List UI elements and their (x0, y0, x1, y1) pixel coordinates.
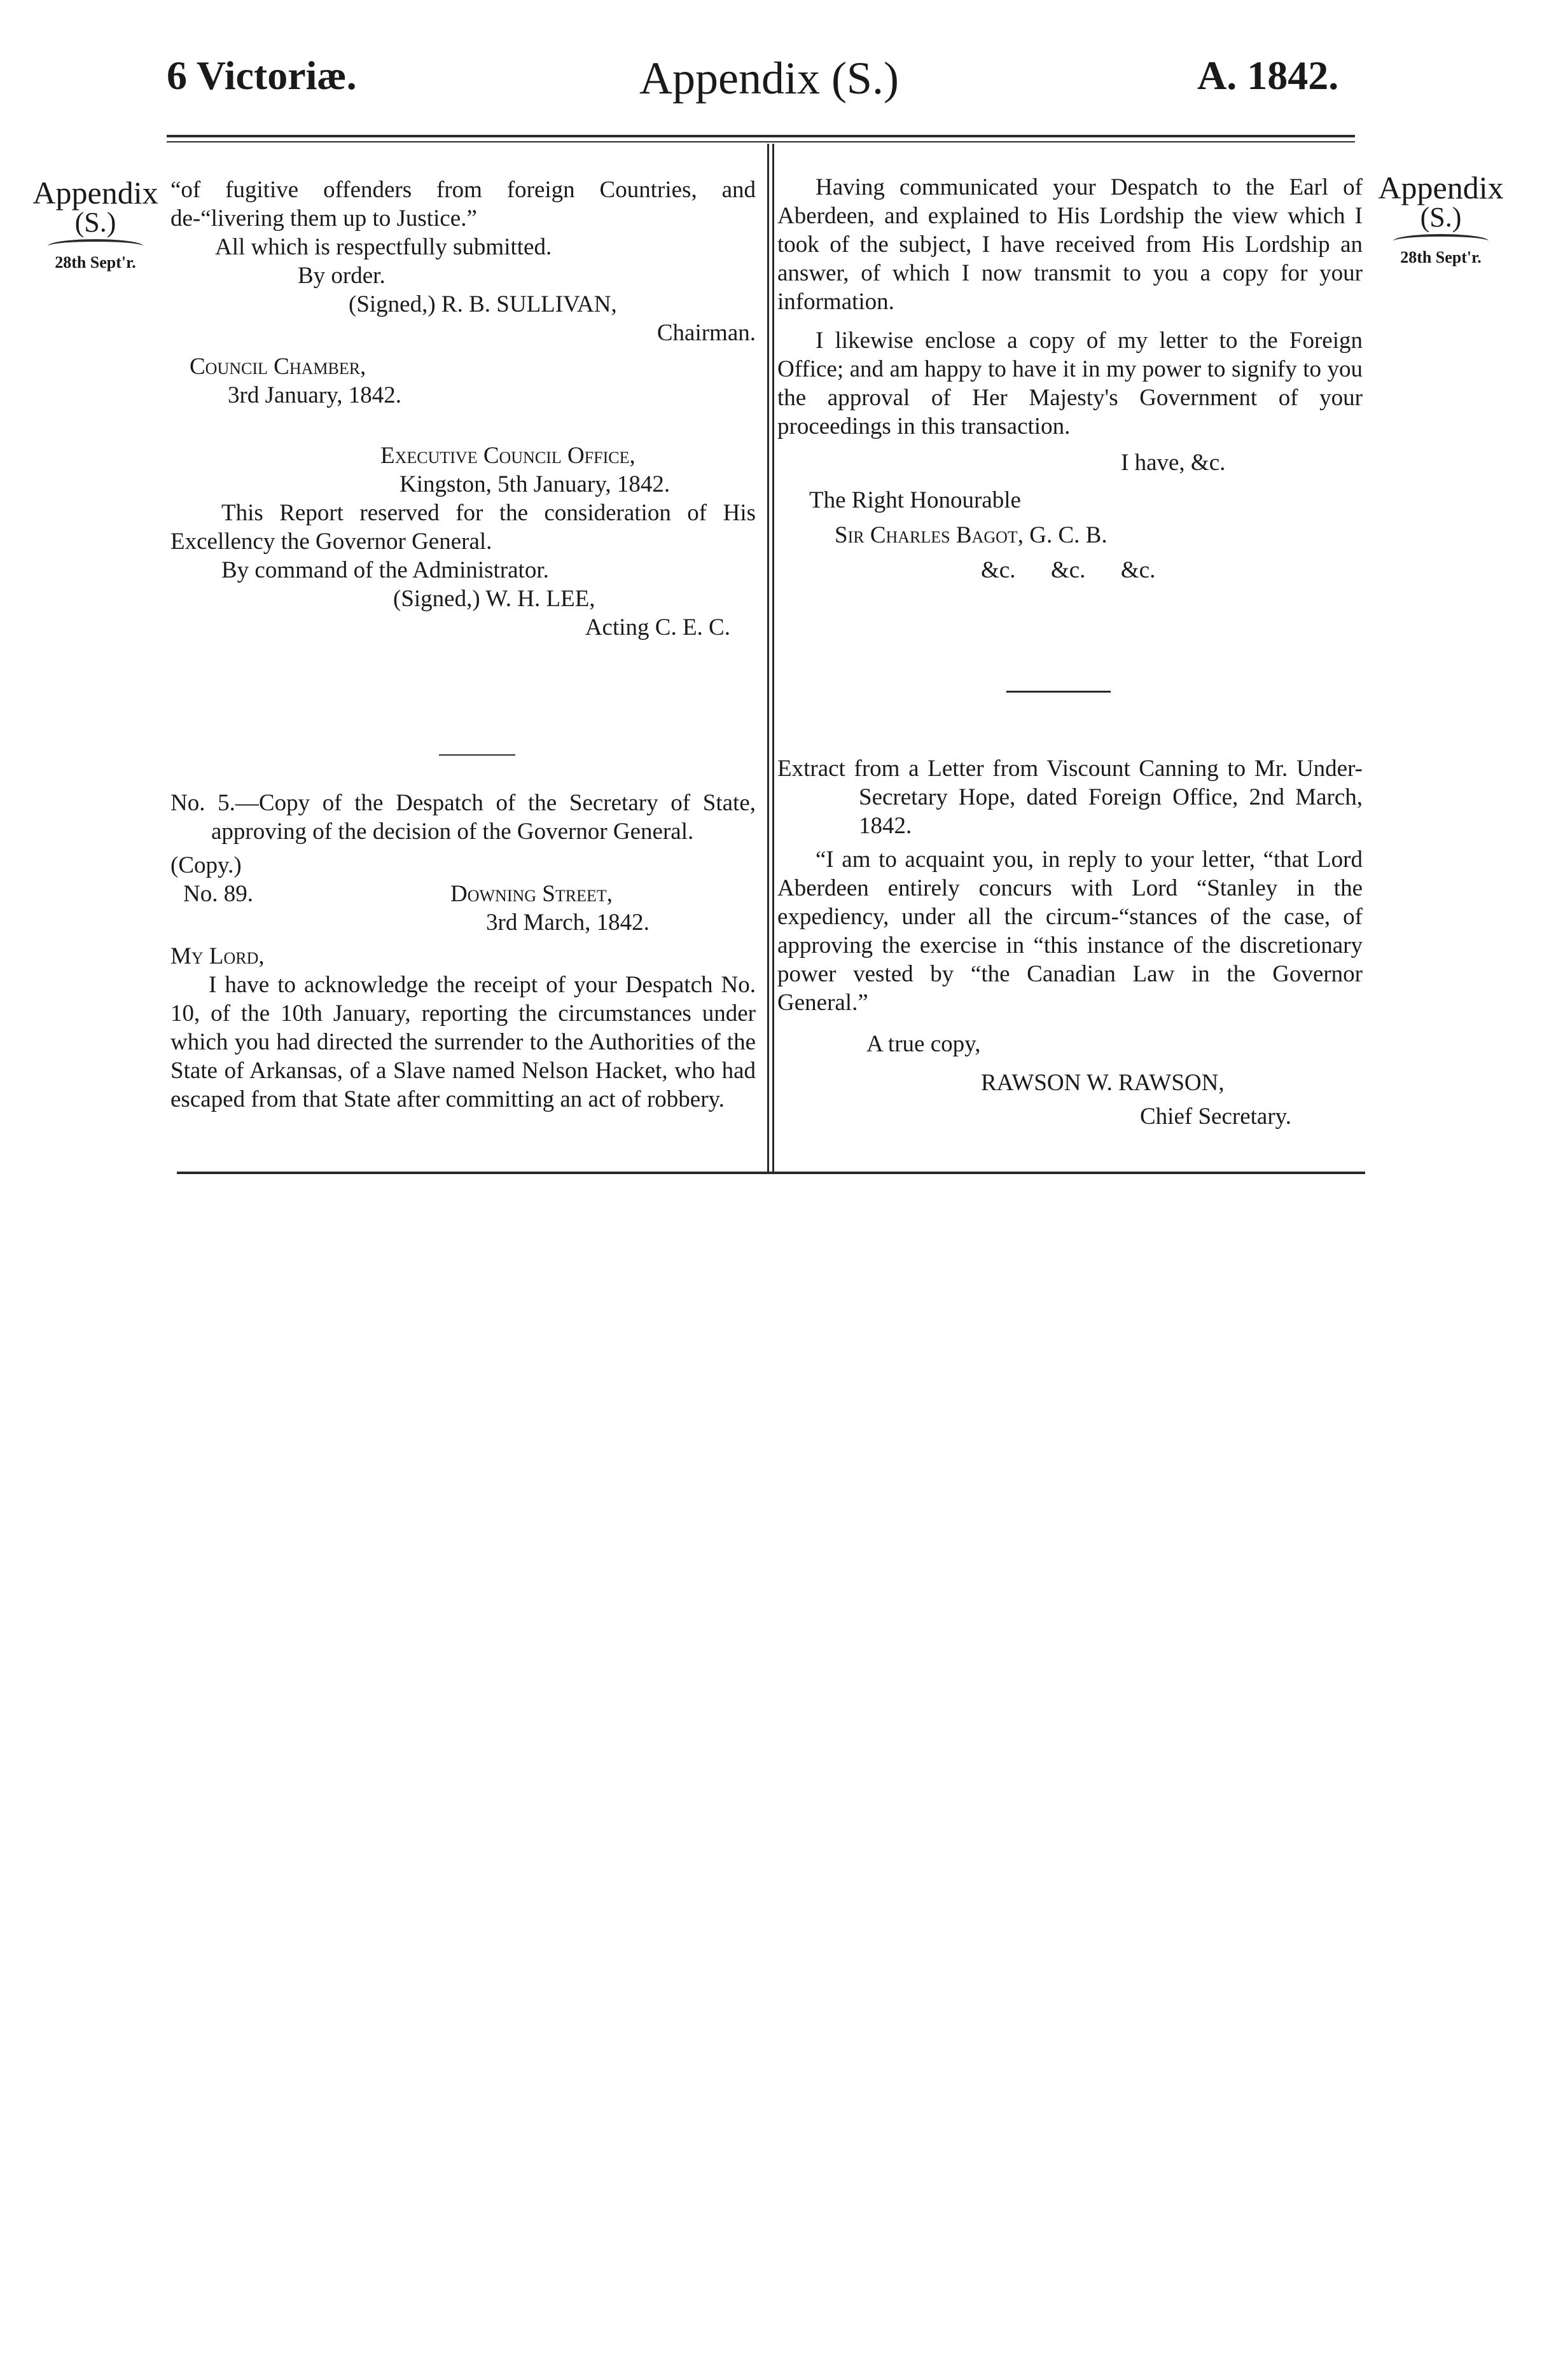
extract-title: Extract from a Letter from Viscount Canning to Mr. Under-Secretary Hope, dated Foreign Office, 2nd March, 1842. (777, 756, 1363, 839)
respectfully-submitted: All which is respectfully submitted. (215, 234, 552, 260)
separator-rule (439, 754, 515, 756)
rawson-signature: RAWSON W. RAWSON, (981, 1070, 1225, 1096)
council-date: 3rd January, 1842. (228, 382, 401, 408)
by-command: By command of the Administrator. (221, 557, 549, 583)
despatch-body: I have to acknowledge the receipt of your Despatch No. 10, of the 10th January, reporting the circumstances under which you had directed the surrender to the Authorities of the State of Arkansas, of a Slave named Nelson Hacket, who had escaped from that State after committing an act of robbery. (170, 972, 756, 1112)
margin-brace (1393, 234, 1489, 248)
header-appendix-title: Appendix (S.) (639, 53, 899, 104)
paragraph-enclose: I likewise enclose a copy of my letter to the Foreign Office; and am happy to have it in my power to signify to you the approval of Her Majesty's Government of your proceedings in this transaction. (777, 328, 1363, 439)
right-honourable: The Right Honourable (809, 487, 1021, 513)
margin-note-right (1368, 172, 1514, 267)
margin-note-left (25, 177, 165, 272)
executive-council-office: Executive Council Office, (380, 443, 636, 469)
right-column-extract (777, 754, 1363, 1131)
signed-sullivan: (Signed,) R. B. SULLIVAN, (349, 291, 617, 317)
council-chamber: Council Chamber, (190, 354, 366, 380)
margin-brace (48, 239, 143, 253)
header-rule-bottom (167, 141, 1355, 142)
etcetera: &c. &c. &c. (981, 557, 1156, 583)
column-divider-left (767, 144, 769, 1173)
left-column-despatch (170, 789, 756, 1114)
my-lord-salutation: My Lord, (170, 943, 265, 969)
margin-note-sub: (S.) (1420, 202, 1462, 233)
downing-date: 3rd March, 1842. (486, 910, 649, 936)
report-reserved: This Report reserved for the consideration of His Excellency the Governor General. (170, 500, 756, 555)
margin-note-sub: (S.) (74, 207, 116, 238)
despatch-no5-title: No. 5.—Copy of the Despatch of the Secretary of State, approving of the decision of the Governor General. (170, 790, 756, 845)
separator-rule (1006, 691, 1111, 693)
footer-rule (177, 1172, 1365, 1174)
left-column (170, 176, 756, 642)
by-order: By order. (298, 263, 386, 289)
margin-note-title: Appendix (1378, 170, 1504, 205)
right-column (777, 173, 1363, 585)
despatch-number: No. 89. (183, 881, 253, 907)
margin-note-date: 28th Sept'r. (55, 253, 136, 272)
header-regnal-year: 6 Victoriæ. (167, 53, 357, 98)
margin-note-date: 28th Sept'r. (1400, 248, 1482, 266)
executive-date: Kingston, 5th January, 1842. (399, 471, 670, 497)
column-divider-right (772, 144, 774, 1173)
header-session-year: A. 1842. (1197, 53, 1339, 98)
header-rule-top (167, 135, 1355, 137)
sir-charles-bagot: Sir Charles Bagot, G. C. B. (835, 522, 1108, 548)
chief-secretary: Chief Secretary. (1140, 1104, 1291, 1130)
paragraph-communicated: Having communicated your Despatch to the Earl of Aberdeen, and explained to His Lordship the view which I took of the subject, I have received from His Lordship an answer, of which I now transmit to you a copy for your information. (777, 174, 1363, 315)
margin-note-title: Appendix (32, 175, 158, 211)
true-copy: A true copy, (866, 1031, 981, 1057)
acting-title: Acting C. E. C. (585, 614, 730, 640)
copy-label: (Copy.) (170, 852, 242, 878)
chairman-title: Chairman. (656, 320, 756, 346)
quote-ending: “of fugitive offenders from foreign Countries, and de-“livering them up to Justice.” (170, 177, 756, 232)
signed-lee: (Signed,) W. H. LEE, (393, 586, 595, 612)
i-have-closing: I have, &c. (1121, 450, 1226, 476)
downing-street: Downing Street, (450, 881, 613, 907)
extract-body: “I am to acquaint you, in reply to your letter, “that Lord Aberdeen entirely concurs with Lord “Stanley in the expediency, under all the circum-“stances of the case, of approving the exercise in “this instance of the discretionary power vested by “the Canadian Law in the Governor General.” (777, 847, 1363, 1016)
despatch-number-row (170, 880, 756, 908)
